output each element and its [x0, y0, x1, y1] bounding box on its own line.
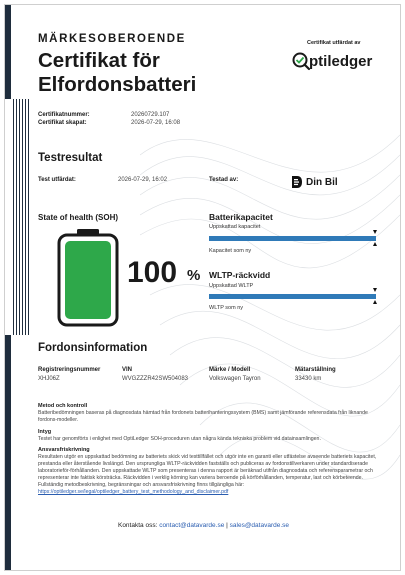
range-measured-label: Uppskattad WLTP: [209, 283, 254, 289]
range-measured-marker: [373, 288, 377, 292]
tested-by-label: Testad av:: [209, 177, 239, 183]
make-model-value: Volkswagen Tayron: [209, 376, 261, 382]
contact-prefix: Kontakta oss:: [117, 522, 158, 529]
sales-email-link[interactable]: sales@datavarde.se: [229, 522, 290, 529]
tester-name: Din Bil: [306, 176, 338, 188]
dinbil-logo: [291, 175, 338, 189]
capacity-bar: [209, 236, 376, 241]
left-barcode-decoration: [13, 99, 31, 335]
odometer-value: 33430 km: [295, 376, 322, 382]
capacity-heading: Batterikapacitet: [209, 212, 273, 222]
battery-fill-level: [65, 241, 111, 319]
cert-text: Testet har genomförts i enlighet med OptiLedger SOH-proceduren utan några kända tekniska problem vid datainsamlingen.: [38, 436, 321, 442]
title-line-2: Elfordonsbatteri: [38, 73, 197, 96]
range-bar: [209, 294, 376, 299]
contact-line: [5, 522, 401, 529]
vin-value: WVGZZZR42SW504083: [122, 376, 189, 382]
brand-label: MÄRKESOBEROENDE: [38, 33, 186, 45]
test-result-heading: Testresultat: [38, 152, 103, 164]
battery-icon: [57, 229, 119, 327]
range-new-marker: [373, 300, 377, 304]
cert-number-value: 20260729.107: [131, 112, 170, 118]
soh-unit: %: [187, 267, 201, 284]
odometer-label: Mätarställning: [295, 367, 336, 373]
soh-label: State of health (SOH): [38, 213, 119, 222]
left-stripe-bottom: [5, 335, 11, 571]
reg-number-label: Registreringsnummer: [38, 367, 101, 373]
capacity-new-label: Kapacitet som ny: [209, 248, 252, 254]
disclaimer-paragraph: [38, 454, 383, 496]
issued-by-label: Certifikat utfärdat av: [307, 40, 361, 46]
disclaimer-title: Ansvarsfriskrivning: [38, 447, 90, 453]
cert-created-label: Certifikat skapat:: [38, 120, 87, 126]
range-new-label: WLTP som ny: [209, 305, 244, 311]
soh-value: 100: [127, 256, 178, 289]
contact-separator: |: [226, 522, 228, 529]
cert-created-value: 2026-07-29, 16:08: [131, 120, 181, 126]
make-model-label: Märke / Modell: [209, 367, 251, 373]
disclaimer-link[interactable]: https://optiledger.se/legal/optiledger_battery_test_methodology_and_disclaimer.pdf: [38, 489, 229, 495]
vin-label: VIN: [122, 367, 133, 373]
range-heading: WLTP-räckvidd: [209, 270, 271, 280]
magnifier-logo-icon: [291, 51, 311, 71]
reg-number-value: XHJ06Z: [38, 376, 60, 382]
contact-email-link[interactable]: contact@datavarde.se: [159, 522, 225, 529]
method-text: Batteribedömningen baseras på diagnosdata hämtad från fordonets batterihanteringssystem (BMS) samt jämförande referensdata från liknande fordons-modeller.: [38, 410, 368, 423]
page-title: [38, 49, 258, 97]
dinbil-mark-icon: [291, 175, 303, 189]
test-date-value: 2026-07-29, 16:02: [118, 177, 168, 183]
vehicle-heading: Fordonsinformation: [38, 342, 148, 354]
left-stripe-top: [5, 5, 11, 99]
certificate-page: [4, 4, 401, 571]
capacity-new-marker: [373, 242, 377, 246]
test-date-label: Test utfärdat:: [38, 177, 76, 183]
logo-text: ptiledger: [309, 52, 373, 70]
method-title: Metod och kontroll: [38, 403, 88, 409]
disclaimer-text: Resultaten utgör en uppskattad bedömning av batteriets skick vid testtillfället och utgör inte en garanti eller utfästelse avseende batteriets kapacitet, prestanda eller återstående livslängd. Den ursprungliga WLTP-räckvidden fastställs och publiceras av fordonstillverkaren under standardiserade laboratorieför-förhållanden. Den uppskattade WLTP som presenteras i denna rapport är beräknad utifrån diagnosdata och referensparametrar och representerar inte faktisk körsträcka. Räckvidden i verklig körning kan variera beroende på körförhållanden, temperatur, last och körbeteende. Fullständig metodbeskrivning, begränsningar och ansvarsfriskrivning finns tillgängliga här:: [38, 454, 377, 488]
capacity-measured-label: Uppskattad kapacitet: [209, 224, 261, 230]
capacity-measured-marker: [373, 230, 377, 234]
cert-title: Intyg: [38, 429, 52, 435]
info-section: [38, 403, 383, 496]
optiledger-logo: [291, 51, 372, 71]
cert-number-label: Certifikatnummer:: [38, 112, 90, 118]
title-line-1: Certifikat för: [38, 49, 160, 72]
